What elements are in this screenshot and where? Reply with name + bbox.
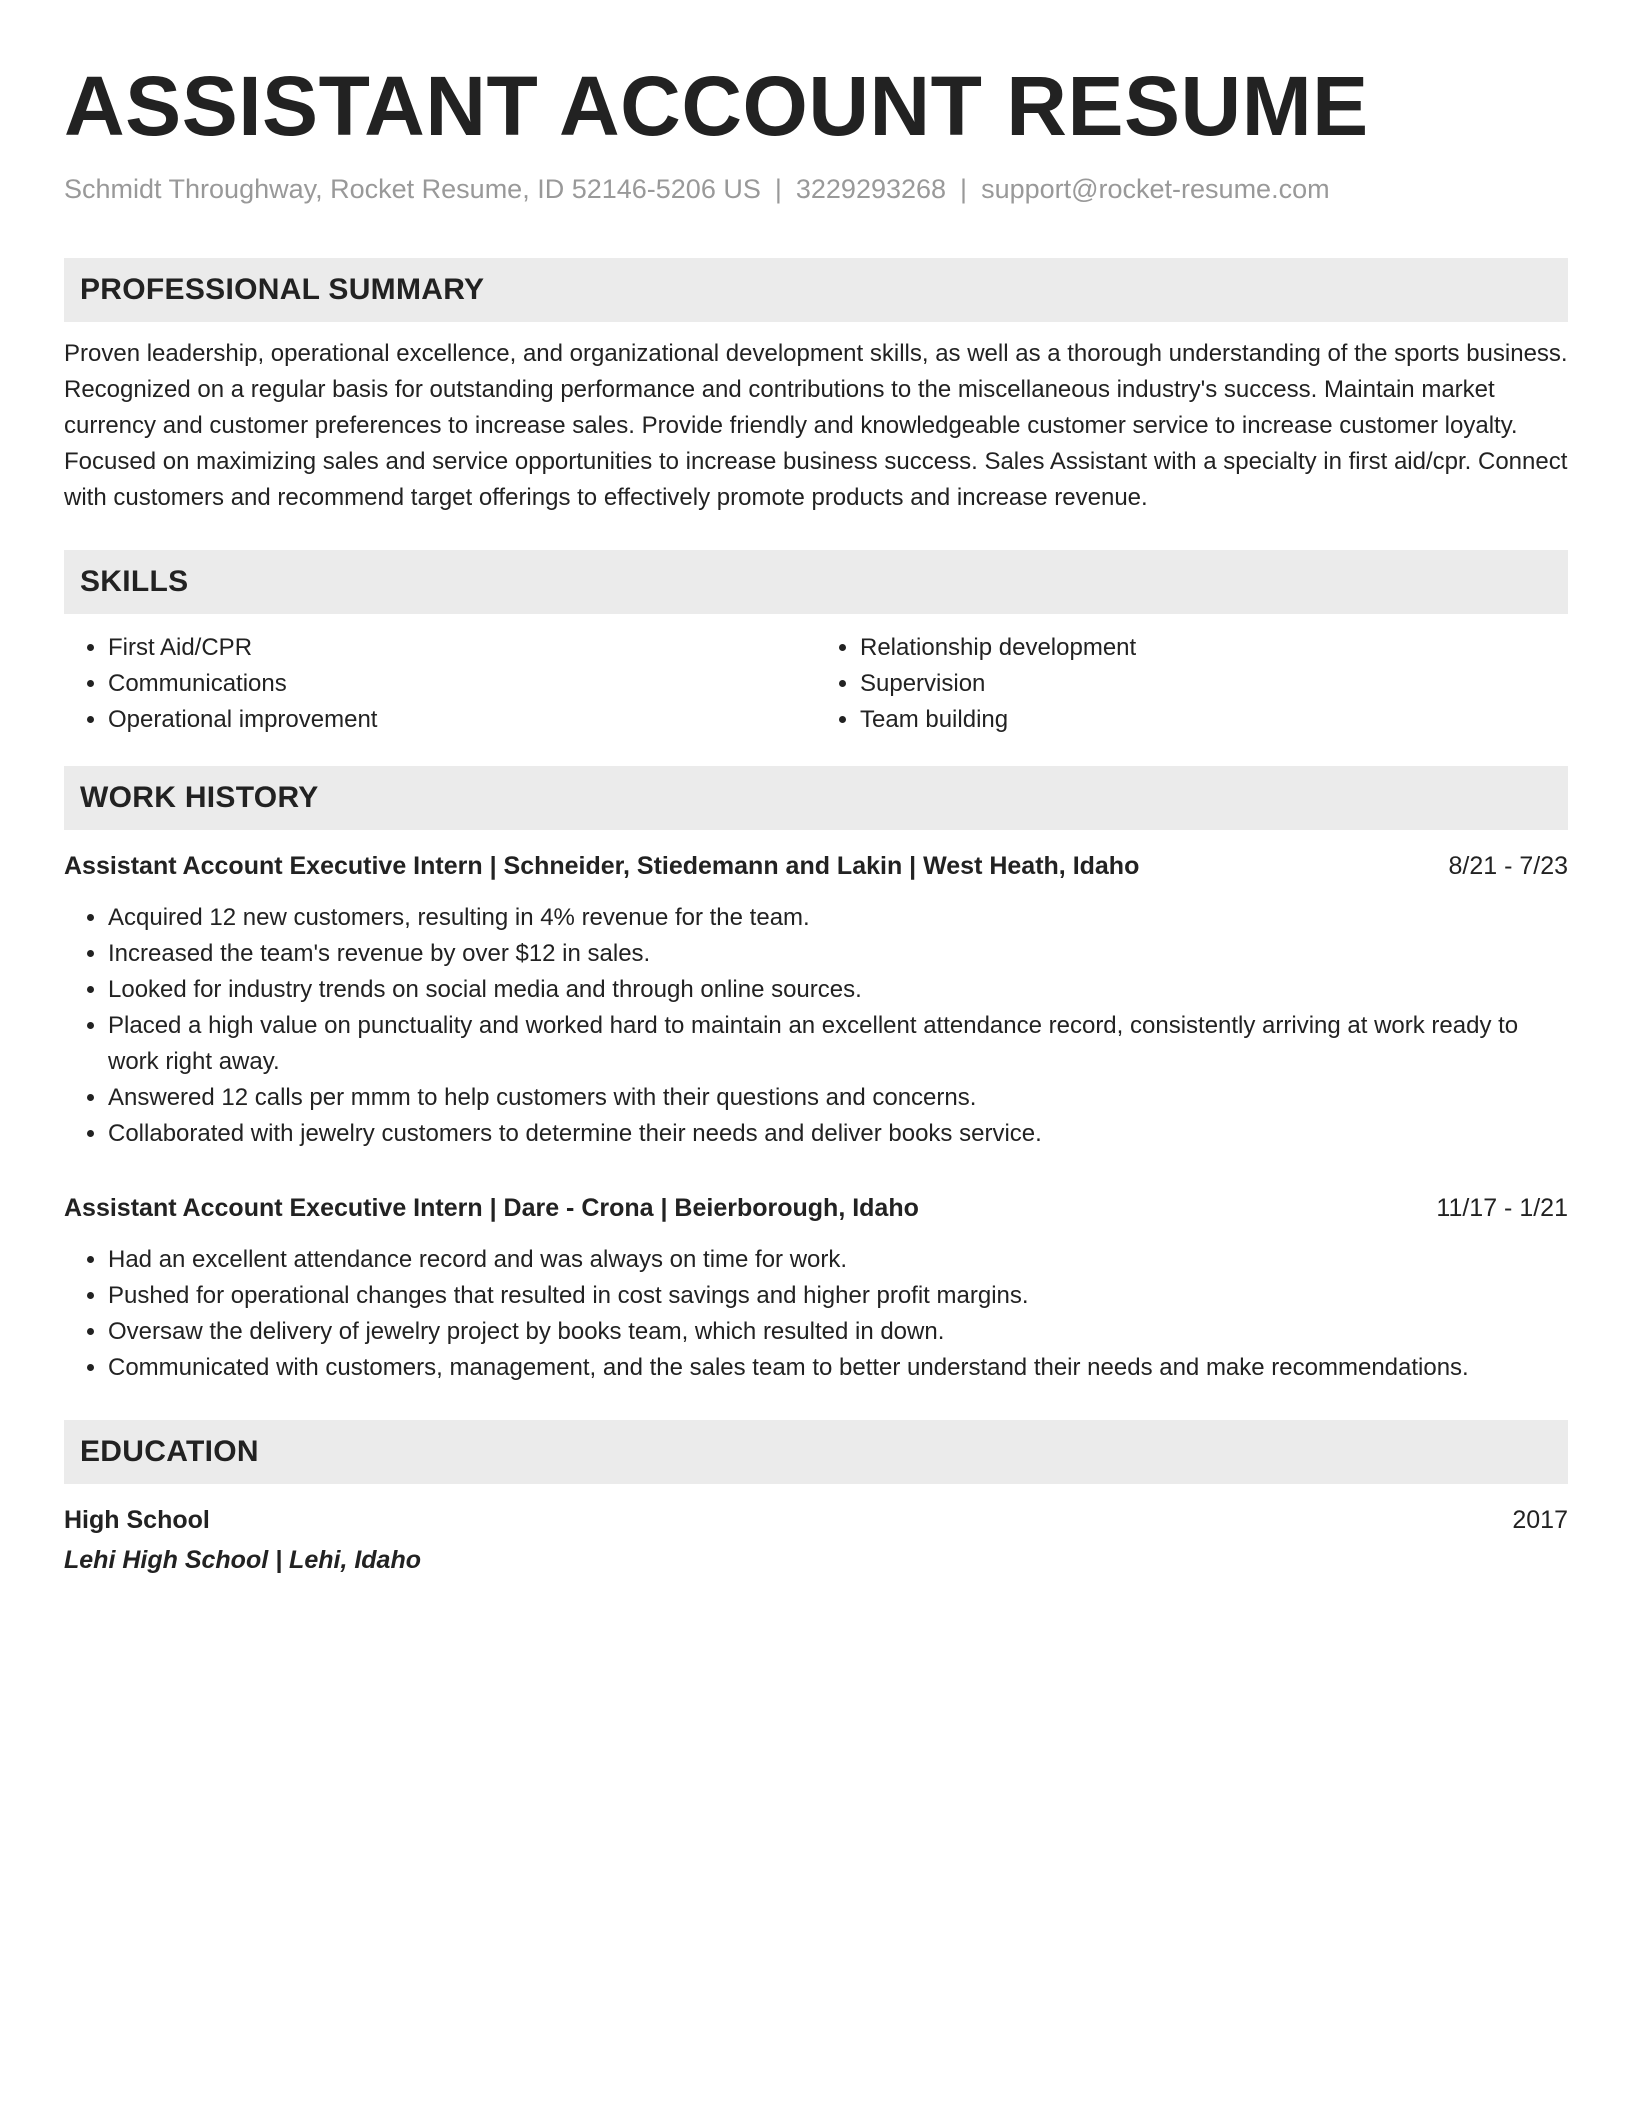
skill-item: • Communications bbox=[108, 666, 816, 702]
education-school: Lehi High School | Lehi, Idaho bbox=[64, 1546, 421, 1574]
job-title: Assistant Account Executive Intern | Dare - Crona | Beierborough, Idaho bbox=[64, 1194, 919, 1222]
contact-separator: | bbox=[960, 174, 968, 204]
job-bullet: • Collaborated with jewelry customers to determine their needs and deliver books service. bbox=[108, 1116, 1568, 1152]
skill-item: • Relationship development bbox=[860, 630, 1568, 666]
contact-phone: 3229293268 bbox=[795, 174, 947, 204]
section-header-summary: PROFESSIONAL SUMMARY bbox=[64, 258, 1568, 322]
skill-item: • Supervision bbox=[860, 666, 1568, 702]
education-degree: High School bbox=[64, 1506, 210, 1534]
skills-column-left bbox=[64, 630, 816, 738]
section-header-work-history: WORK HISTORY bbox=[64, 766, 1568, 830]
summary-text: Proven leadership, operational excellence, and organizational development skills, as well as a thorough understanding of the sports business. Recognized on a regular basis for outstanding performance and contributions to the miscellaneous industry's success. Maintain market currency and customer preferences to increase sales. Provide friendly and knowledgeable customer service to increase customer loyalty. Focused on maximizing sales and service opportunities to increase business success. Sales Assistant with a specialty in first aid/cpr. Connect with customers and recommend target offerings to effectively promote products and increase revenue. bbox=[64, 340, 1568, 511]
job-bullet: • Had an excellent attendance record and was always on time for work. bbox=[108, 1242, 1568, 1278]
education-year: 2017 bbox=[1512, 1506, 1568, 1534]
job-dates: 11/17 - 1/21 bbox=[1436, 1194, 1568, 1222]
job-bullet: • Increased the team's revenue by over $12 in sales. bbox=[108, 936, 1568, 972]
skill-item: • First Aid/CPR bbox=[108, 630, 816, 666]
job-bullets bbox=[64, 1242, 1568, 1386]
education-header bbox=[64, 1502, 1568, 1538]
section-header-education: EDUCATION bbox=[64, 1420, 1568, 1484]
contact-email: support@rocket-resume.com bbox=[981, 174, 1330, 204]
section-header-skills: SKILLS bbox=[64, 550, 1568, 614]
job-bullets bbox=[64, 900, 1568, 1152]
job-header bbox=[64, 1190, 1568, 1226]
contact-address: Schmidt Throughway, Rocket Resume, ID 52146-5206 US bbox=[64, 174, 761, 204]
job-header bbox=[64, 848, 1568, 884]
skill-item: • Operational improvement bbox=[108, 702, 816, 738]
job-bullet: • Answered 12 calls per mmm to help customers with their questions and concerns. bbox=[108, 1080, 1568, 1116]
job-bullet: • Acquired 12 new customers, resulting in 4% revenue for the team. bbox=[108, 900, 1568, 936]
resume-title: ASSISTANT ACCOUNT RESUME bbox=[64, 59, 1369, 153]
job-bullet: • Communicated with customers, management, and the sales team to better understand their needs and make recommendations. bbox=[108, 1350, 1568, 1386]
job-bullet: • Placed a high value on punctuality and worked hard to maintain an excellent attendance record, consistently arriving at work ready to work right away. bbox=[108, 1008, 1568, 1080]
contact-separator: | bbox=[774, 174, 782, 204]
job-bullet: • Oversaw the delivery of jewelry project by books team, which resulted in down. bbox=[108, 1314, 1568, 1350]
job-bullet: • Looked for industry trends on social media and through online sources. bbox=[108, 972, 1568, 1008]
job-title: Assistant Account Executive Intern | Schneider, Stiedemann and Lakin | West Heath, Idaho bbox=[64, 852, 1140, 880]
skills-list bbox=[64, 630, 1568, 738]
job-bullet: • Pushed for operational changes that resulted in cost savings and higher profit margins. bbox=[108, 1278, 1568, 1314]
skill-item: • Team building bbox=[860, 702, 1568, 738]
skills-column-right bbox=[816, 630, 1568, 738]
contact-line bbox=[64, 172, 1568, 206]
job-dates: 8/21 - 7/23 bbox=[1448, 852, 1568, 880]
